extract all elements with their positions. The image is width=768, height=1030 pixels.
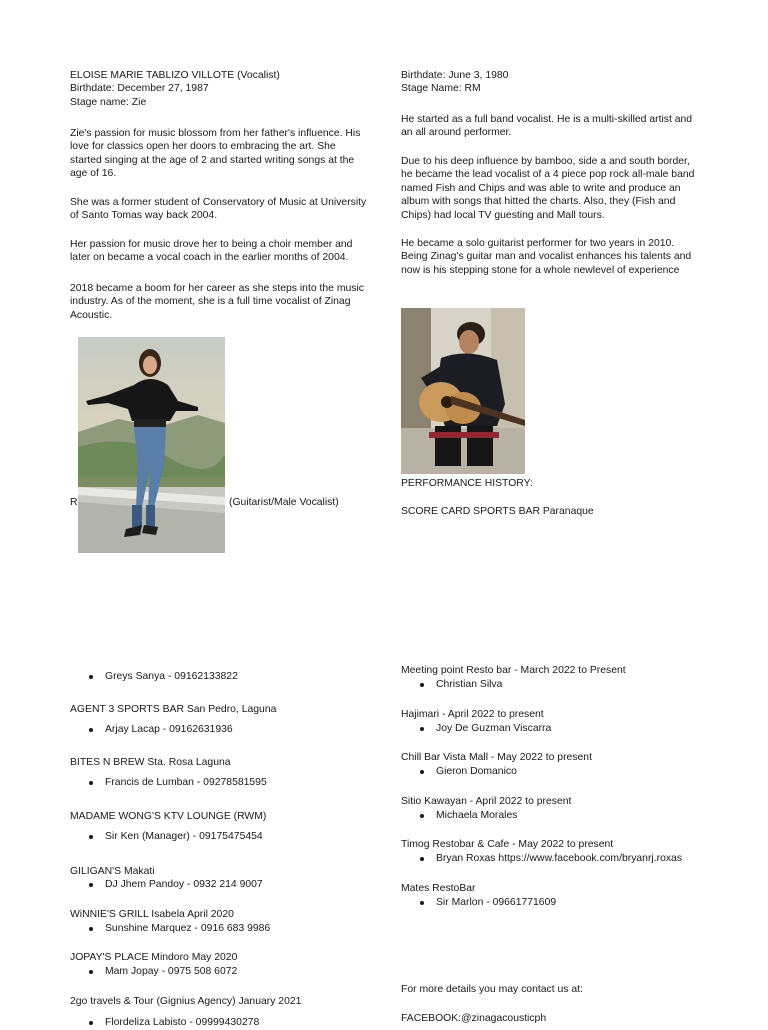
venue-name: GILIGAN'S Makati [70, 866, 155, 877]
list-item: Mam Jopay - 0975 508 6072 [70, 965, 370, 978]
venue-name: Mates RestoBar [401, 883, 476, 894]
venue-block [401, 882, 701, 910]
venue-block [70, 908, 370, 936]
venue-name: BITES N BREW Sta. Rosa Laguna [70, 757, 231, 768]
guitarist-bio-1: He started as a full band vocalist. He is a multi-skilled artist and an all around performer. [401, 114, 693, 139]
list-item: Flordeliza Labisto - 09999430278 [70, 1016, 370, 1029]
venue-name: Chill Bar Vista Mall - May 2022 to present [401, 752, 592, 763]
venue-name: Sitio Kawayan - April 2022 to present [401, 796, 572, 807]
guitarist-photo [401, 308, 525, 474]
vocalist-name: ELOISE MARIE TABLIZO VILLOTE (Vocalist) [70, 70, 280, 81]
guitarist-stage-name: Stage Name: RM [401, 83, 481, 95]
venue-block [70, 951, 370, 979]
list-item: Bryan Roxas https://www.facebook.com/bryanrj.roxas [401, 852, 731, 865]
guitarist-birthdate: Birthdate: June 3, 1980 [401, 70, 509, 81]
guitarist-name-prefix: R [70, 497, 78, 508]
facebook-handle: FACEBOOK:@zinagacousticph [401, 1013, 547, 1024]
guitarist-bio-2: Due to his deep influence by bamboo, side a and south border, he became the lead vocalist of a 4 piece pop rock all-male band named Fish and Chips and was able to write and produce an album with songs that hitted the charts. Also, they (Fish and Chips) had local TV guesting and Mall tours. [401, 156, 695, 221]
list-item: Michaela Morales [401, 809, 701, 822]
venue-name: 2go travels & Tour (Gignius Agency) January 2021 [70, 996, 302, 1007]
vocalist-bio-3: Her passion for music drove her to being a choir member and later on became a vocal coach in the earlier months of 2004. [70, 239, 353, 264]
venue-name: Meeting point Resto bar - March 2022 to Present [401, 665, 626, 676]
guitarist-role: (Guitarist/Male Vocalist) [229, 497, 339, 508]
list-item: Francis de Lumban - 09278581595 [70, 776, 370, 789]
vocalist-stage-name: Stage name: Zie [70, 96, 147, 108]
venue-name: JOPAY'S PLACE Mindoro May 2020 [70, 952, 238, 963]
list-item: Sunshine Marquez - 0916 683 9986 [70, 922, 370, 935]
vocalist-bio-2: She was a former student of Conservatory of Music at University of Santo Tomas way back 2004. [70, 197, 367, 222]
list-item: Christian Silva [401, 678, 701, 691]
venue-block [70, 756, 370, 790]
venue-block [401, 838, 731, 866]
performance-history-heading: PERFORMANCE HISTORY: [401, 478, 533, 489]
vocalist-photo [78, 337, 225, 553]
vocalist-header [70, 69, 370, 109]
venue-name: WiNNIE'S GRILL Isabela April 2020 [70, 909, 234, 920]
first-venue-contacts [70, 670, 370, 683]
vocalist-bio-1: Zie's passion for music blossom from her father's influence. His love for classics open her doors to embracing the art. She started singing at the age of 2 and started writing songs at the age of 16. [70, 128, 361, 180]
venue-block [70, 865, 370, 892]
first-venue: SCORE CARD SPORTS BAR Paranaque [401, 506, 594, 517]
venue-block [70, 703, 370, 737]
venue-block [401, 795, 701, 823]
vocalist-birthdate: Birthdate: December 27, 1987 [70, 83, 209, 95]
venue-name: Timog Restobar & Cafe - May 2022 to present [401, 839, 614, 850]
venue-name: AGENT 3 SPORTS BAR San Pedro, Laguna [70, 704, 277, 715]
venue-block [70, 995, 370, 1030]
list-item: Greys Sanya - 09162133822 [70, 670, 370, 683]
venue-name: Hajimari - April 2022 to present [401, 709, 544, 720]
list-item: DJ Jhem Pandoy - 0932 214 9007 [70, 878, 370, 891]
guitarist-header [401, 69, 701, 96]
venue-name: MADAME WONG'S KTV LOUNGE (RWM) [70, 811, 267, 822]
list-item: Sir Marlon - 09661771609 [401, 896, 701, 909]
venue-block [401, 708, 701, 736]
list-item: Sir Ken (Manager) - 09175475454 [70, 830, 370, 843]
contact-intro: For more details you may contact us at: [401, 984, 583, 995]
venue-block [70, 810, 370, 844]
list-item: Arjay Lacap - 09162631936 [70, 723, 370, 736]
venue-block [401, 751, 701, 779]
venue-block [401, 664, 701, 692]
list-item: Joy De Guzman Viscarra [401, 722, 701, 735]
vocalist-bio-4: 2018 became a boom for her career as she steps into the music industry. As of the moment, she is a full time vocalist of Zinag Acoustic. [70, 283, 364, 321]
guitarist-bio-3: He became a solo guitarist performer for two years in 2010. Being Zinag's guitar man and vocalist enhances his talents and now is his stepping stone for a whole newlevel of experience [401, 238, 692, 276]
list-item: Gieron Domanico [401, 765, 701, 778]
